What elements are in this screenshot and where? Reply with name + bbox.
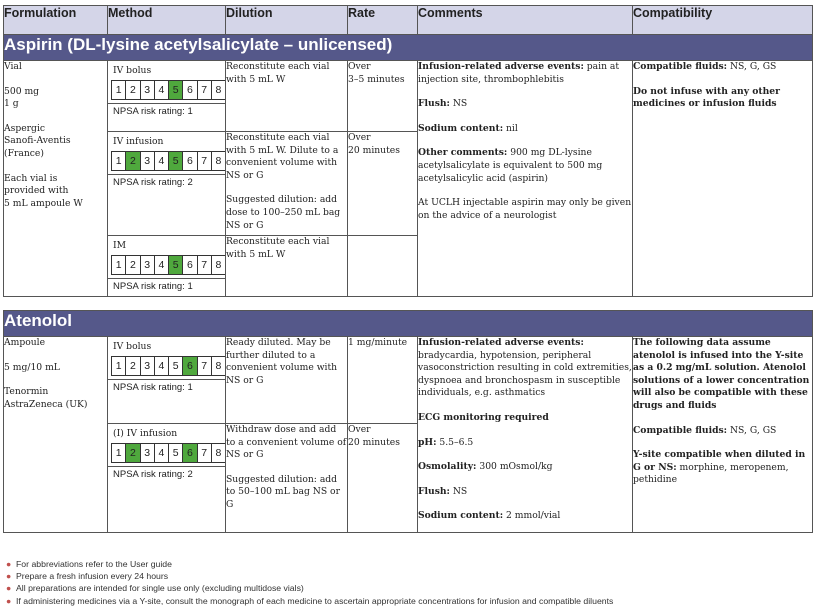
comment-text: NS	[449, 485, 468, 497]
comment-text: pain at injection site, thrombophlebitis	[418, 61, 620, 85]
compatibility-text: NS, G, GS	[727, 424, 777, 436]
compatibility-cell	[633, 61, 813, 297]
rate-text: 3–5 minutes	[348, 73, 405, 85]
risk-scale-cell: 3	[141, 444, 155, 462]
compatibility-label: Y-site compatible when diluted in G or NS:	[633, 449, 806, 473]
rate-text: Over	[348, 424, 371, 435]
header-row	[4, 6, 813, 35]
rate-text: 20 minutes	[348, 144, 400, 156]
header-comments: Comments	[418, 6, 633, 35]
compatibility-label: Do not infuse with any other medicines or infusion fluids	[633, 85, 780, 110]
comment-label: Flush:	[418, 485, 450, 497]
dilution-text: Suggested dilution: add dose to 100–250 mL bag NS or G	[226, 194, 341, 231]
risk-scale-cell: 5	[169, 81, 183, 99]
risk-scale-cell: 3	[141, 256, 155, 274]
compatibility-item	[633, 86, 812, 111]
comment-item	[418, 123, 632, 136]
formulation-line: 1 g	[4, 98, 19, 110]
comment-text: bradycardia, hypotension, peripheral vasoconstriction resulting in cold extremities, dyspnoea and bronchospasm in susceptible individuals, e.g. asthmatics	[418, 349, 632, 399]
comment-item	[418, 61, 632, 86]
method-label: (I) IV infusion	[113, 428, 178, 439]
risk-scale-cell: 2	[126, 81, 140, 99]
drug-title: Aspirin (DL-lysine acetylsalicylate – unlicensed)	[4, 35, 813, 61]
formulation-line: AstraZeneca (UK)	[4, 398, 88, 410]
footnotes	[4, 558, 816, 607]
risk-scale-cell: 1	[112, 81, 126, 99]
risk-scale	[111, 80, 226, 100]
comment-item	[418, 437, 632, 450]
header-dilution: Dilution	[226, 6, 348, 35]
comment-item	[418, 197, 632, 222]
risk-scale-cell: 7	[198, 357, 212, 375]
comment-label: Sodium content:	[418, 122, 504, 134]
risk-scale-cell: 4	[155, 256, 169, 274]
dilution-cell	[226, 337, 348, 424]
method-label: IV bolus	[113, 65, 152, 76]
comment-item	[418, 486, 632, 499]
comment-item	[418, 147, 632, 185]
spacer-row	[4, 297, 813, 311]
risk-scale-cell: 6	[183, 256, 197, 274]
rate-cell	[348, 424, 418, 533]
method-cell	[108, 424, 226, 533]
bullet-icon: ●	[6, 571, 12, 582]
risk-scale-cell: 7	[198, 152, 212, 170]
risk-scale-cell: 7	[198, 256, 212, 274]
rate-cell	[348, 337, 418, 424]
risk-scale-cell: 2	[126, 152, 140, 170]
formulation-line: 5 mg/10 mL	[4, 361, 60, 373]
comment-text: 900 mg DL-lysine acetylsalicylate is equivalent to 500 mg acetylsalicylic acid (aspirin)	[418, 147, 603, 184]
rate-cell	[348, 61, 418, 132]
compatibility-label: Compatible fluids:	[633, 61, 728, 72]
formulation-cell	[4, 61, 108, 297]
risk-scale-cell: 5	[169, 152, 183, 170]
dilution-cell	[226, 424, 348, 533]
risk-scale-cell: 8	[215, 259, 222, 271]
comment-label: Infusion-related adverse events:	[418, 337, 584, 348]
dilution-cell	[226, 132, 348, 236]
comment-label: Sodium content:	[418, 510, 504, 522]
risk-scale-cell: 1	[112, 256, 126, 274]
method-label: IM	[113, 240, 127, 251]
bullet-icon: ●	[6, 559, 12, 569]
compatibility-text: NS, G, GS	[727, 61, 777, 72]
risk-scale-cell: 7	[198, 444, 212, 462]
formulation-line: Vial	[4, 61, 22, 72]
risk-scale-cell: 8	[215, 360, 222, 372]
comment-text: 2 mmol/vial	[503, 510, 561, 522]
risk-scale-cell: 4	[155, 81, 169, 99]
rate-text: 20 minutes	[348, 436, 400, 448]
npsa-risk-rating: NPSA risk rating: 1	[108, 103, 225, 119]
footnote: ● For abbreviations refer to the User guide	[6, 559, 172, 569]
dilution-cell	[226, 236, 348, 297]
compatibility-item	[633, 61, 812, 74]
header-formulation: Formulation	[4, 6, 108, 35]
method-label: IV bolus	[113, 341, 152, 352]
comment-label: Other comments:	[418, 147, 508, 159]
comments-cell	[418, 337, 633, 533]
formulation-line: Tenormin	[4, 386, 49, 398]
npsa-risk-rating: NPSA risk rating: 2	[108, 466, 225, 482]
risk-scale-cell: 1	[112, 444, 126, 462]
monograph-table	[3, 5, 813, 533]
dilution-text: Ready diluted. May be further diluted to a convenient volume with NS or G	[226, 337, 338, 386]
comment-label: Infusion-related adverse events:	[418, 61, 584, 72]
comment-text: 5.5–6.5	[436, 436, 474, 448]
dilution-text: Withdraw dose and add to a convenient volume of NS or G	[226, 424, 347, 461]
risk-scale-cell: 2	[126, 357, 140, 375]
footnote: ● Prepare a fresh infusion every 24 hours	[6, 571, 169, 582]
risk-scale-cell: 8	[215, 155, 222, 167]
compatibility-text: morphine, meropenem, pethidine	[633, 461, 789, 486]
compatibility-label: Compatible fluids:	[633, 424, 728, 436]
comment-item	[418, 337, 632, 400]
risk-scale-cell: 4	[155, 152, 169, 170]
comment-text: 300 mOsmol/kg	[476, 461, 553, 473]
header-method: Method	[108, 6, 226, 35]
risk-scale-cell: 3	[141, 152, 155, 170]
comment-text: At UCLH injectable aspirin may only be given on the advice of a neurologist	[418, 197, 632, 221]
drug-title-row	[4, 35, 813, 61]
risk-scale-cell: 6	[183, 357, 197, 375]
comment-item	[418, 412, 632, 425]
rate-text: 1 mg/minute	[348, 337, 408, 348]
method-cell	[108, 132, 226, 236]
npsa-risk-rating: NPSA risk rating: 2	[108, 174, 225, 190]
formulation-line: 500 mg	[4, 85, 40, 97]
dilution-text: Reconstitute each vial with 5 mL W	[226, 236, 330, 260]
compatibility-cell	[633, 337, 813, 533]
formulation-line: Each vial is	[4, 172, 58, 184]
risk-scale-cell: 4	[155, 357, 169, 375]
risk-scale-cell: 8	[215, 447, 222, 459]
risk-scale-cell: 4	[155, 444, 169, 462]
formulation-cell	[4, 337, 108, 533]
risk-scale	[111, 255, 226, 275]
risk-scale-cell: 1	[112, 357, 126, 375]
compatibility-label: The following data assume atenolol is infused into the Y-site as a 0.2 mg/mL solution. Atenolol solutions of a lower concentration will also be compatible with these drugs and fluids	[633, 337, 810, 411]
method-cell	[108, 61, 226, 132]
formulation-line: Sanofi-Aventis	[4, 135, 71, 147]
formulation-line: Aspergic	[4, 122, 46, 134]
bullet-icon: ●	[6, 583, 12, 594]
header-compatibility: Compatibility	[633, 6, 813, 35]
risk-scale-cell: 7	[198, 81, 212, 99]
compatibility-item	[633, 449, 812, 487]
compatibility-item	[633, 337, 812, 413]
rate-text: Over	[348, 61, 371, 72]
dilution-text: Suggested dilution: add to 50–100 mL bag NS or G	[226, 473, 340, 510]
risk-scale-cell: 6	[183, 81, 197, 99]
method-row	[4, 337, 813, 424]
footnote: ● If administering medicines via a Y-site, consult the monograph of each medicine to ascertain appropriate concentrations for infusion and compatible diluents	[6, 595, 614, 606]
rate-cell	[348, 236, 418, 297]
risk-scale-cell: 6	[183, 444, 197, 462]
spacer	[4, 297, 813, 311]
method-cell	[108, 236, 226, 297]
compatibility-item	[633, 425, 812, 438]
comment-item	[418, 461, 632, 474]
method-cell	[108, 337, 226, 424]
risk-scale	[111, 356, 226, 376]
method-row	[4, 61, 813, 132]
risk-scale-cell: 2	[126, 444, 140, 462]
comments-cell	[418, 61, 633, 297]
formulation-line: Ampoule	[4, 337, 46, 348]
drug-title: Atenolol	[4, 311, 813, 337]
risk-scale-cell: 6	[183, 152, 197, 170]
formulation-line: provided with	[4, 185, 69, 197]
risk-scale-cell: 8	[215, 84, 222, 96]
method-label: IV infusion	[113, 136, 164, 147]
dilution-cell	[226, 61, 348, 132]
npsa-risk-rating: NPSA risk rating: 1	[108, 379, 225, 395]
comment-label: ECG monitoring required	[418, 411, 549, 423]
risk-scale	[111, 443, 226, 463]
drug-title-row	[4, 311, 813, 337]
risk-scale-cell: 2	[126, 256, 140, 274]
risk-scale-cell: 5	[169, 256, 183, 274]
comment-label: pH:	[418, 436, 437, 448]
rate-text: Over	[348, 132, 371, 143]
npsa-risk-rating: NPSA risk rating: 1	[108, 278, 225, 294]
risk-scale-cell: 1	[112, 152, 126, 170]
rate-cell	[348, 132, 418, 236]
formulation-line: (France)	[4, 147, 44, 159]
risk-scale-cell: 3	[141, 81, 155, 99]
risk-scale-cell: 3	[141, 357, 155, 375]
comment-label: Osmolality:	[418, 461, 477, 473]
footnote: ● All preparations are intended for single use only (excluding multidose vials)	[6, 583, 304, 594]
formulation-line: 5 mL ampoule W	[4, 197, 83, 209]
comment-text: nil	[503, 122, 518, 134]
bullet-icon: ●	[6, 595, 12, 606]
dilution-text: Reconstitute each vial with 5 mL W	[226, 61, 330, 85]
comment-label: Flush:	[418, 98, 450, 110]
dilution-text: Reconstitute each vial with 5 mL W. Dilute to a convenient volume with NS or G	[226, 132, 339, 181]
risk-scale-cell: 5	[169, 357, 183, 375]
comment-text: NS	[449, 98, 468, 110]
comment-item	[418, 510, 632, 523]
header-rate: Rate	[348, 6, 418, 35]
comment-item	[418, 98, 632, 111]
risk-scale-cell: 5	[169, 444, 183, 462]
risk-scale	[111, 151, 226, 171]
